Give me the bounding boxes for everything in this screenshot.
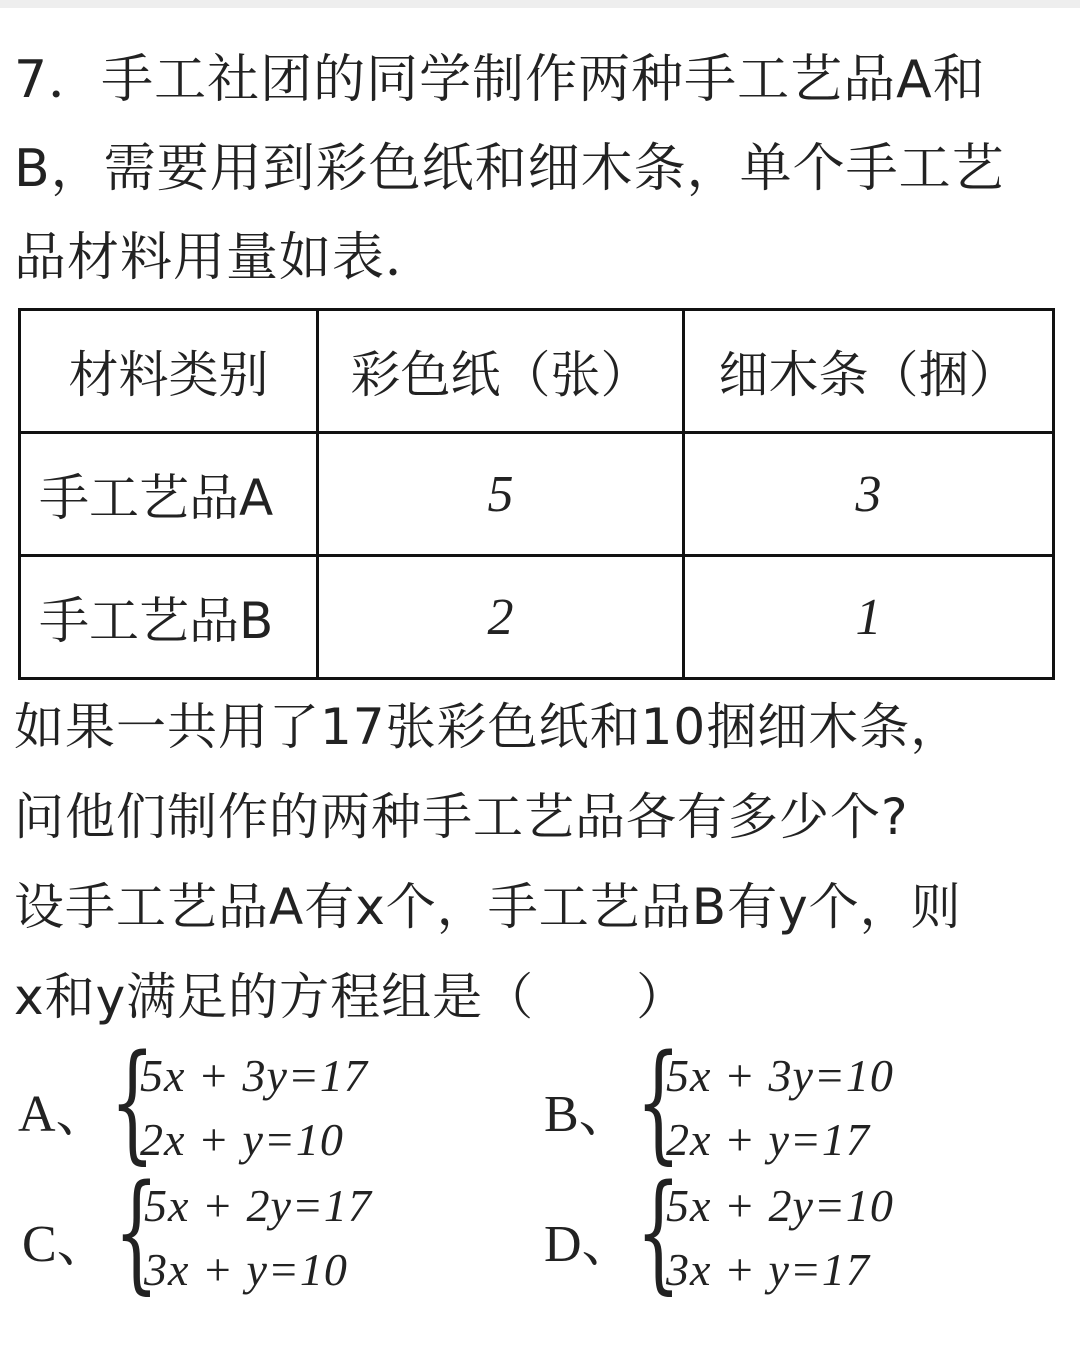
option-d-eq-1: 5x + 2y=10 [666, 1180, 894, 1231]
question-stem [14, 36, 1064, 303]
table-header-row [20, 310, 1054, 433]
option-c[interactable] [22, 1158, 372, 1307]
option-a-label: A、 [18, 1085, 108, 1143]
brace-icon: { [114, 1158, 159, 1307]
brace-icon: { [110, 1028, 155, 1177]
option-d-system [666, 1178, 894, 1298]
brace-icon: { [636, 1028, 681, 1177]
question-line-3: 品材料用量如表． [14, 228, 439, 288]
option-b[interactable] [544, 1028, 894, 1177]
cell-b-wood: 1 [684, 556, 1054, 679]
header-wood-strips: 细木条（捆） [684, 310, 1054, 433]
header-colored-paper: 彩色纸（张） [318, 310, 684, 433]
row-label-craft-b: 手工艺品B [20, 556, 318, 679]
option-b-eq-2: 2x + y=17 [666, 1114, 870, 1165]
option-a-eq-2: 2x + y=10 [140, 1114, 344, 1165]
row-label-craft-a: 手工艺品A [20, 433, 318, 556]
cell-b-paper: 2 [318, 556, 684, 679]
cell-a-paper: 5 [318, 433, 684, 556]
option-d[interactable] [544, 1158, 894, 1307]
header-material-type: 材料类别 [20, 310, 318, 433]
option-d-label: D、 [544, 1215, 634, 1273]
question-line-1: 7．手工社团的同学制作两种手工艺品A和 [14, 50, 986, 110]
option-c-eq-2: 3x + y=10 [144, 1244, 348, 1295]
option-b-label: B、 [544, 1085, 631, 1143]
body-line-4: x和y满足的方程组是（ ） [14, 968, 688, 1026]
option-a-system [140, 1048, 368, 1168]
table-row [20, 556, 1054, 679]
body-line-3: 设手工艺品A有x个，手工艺品B有y个，则 [14, 878, 962, 936]
option-b-eq-1: 5x + 3y=10 [666, 1050, 894, 1101]
option-d-eq-2: 3x + y=17 [666, 1244, 870, 1295]
option-a-eq-1: 5x + 3y=17 [140, 1050, 368, 1101]
option-c-system [144, 1178, 372, 1298]
brace-icon: { [636, 1158, 681, 1307]
option-b-system [666, 1048, 894, 1168]
body-line-1: 如果一共用了17张彩色纸和10捆细木条， [14, 698, 962, 756]
materials-table [18, 308, 1055, 680]
question-body [14, 682, 1064, 1042]
materials-table-wrapper [18, 308, 1052, 678]
option-a[interactable] [18, 1028, 368, 1177]
cell-a-wood: 3 [684, 433, 1054, 556]
option-c-eq-1: 5x + 2y=17 [144, 1180, 372, 1231]
question-line-2: B，需要用到彩色纸和细木条，单个手工艺 [14, 139, 1005, 199]
option-c-label: C、 [22, 1215, 109, 1273]
body-line-2: 问他们制作的两种手工艺品各有多少个? [14, 788, 909, 846]
table-row [20, 433, 1054, 556]
top-divider [0, 0, 1080, 8]
